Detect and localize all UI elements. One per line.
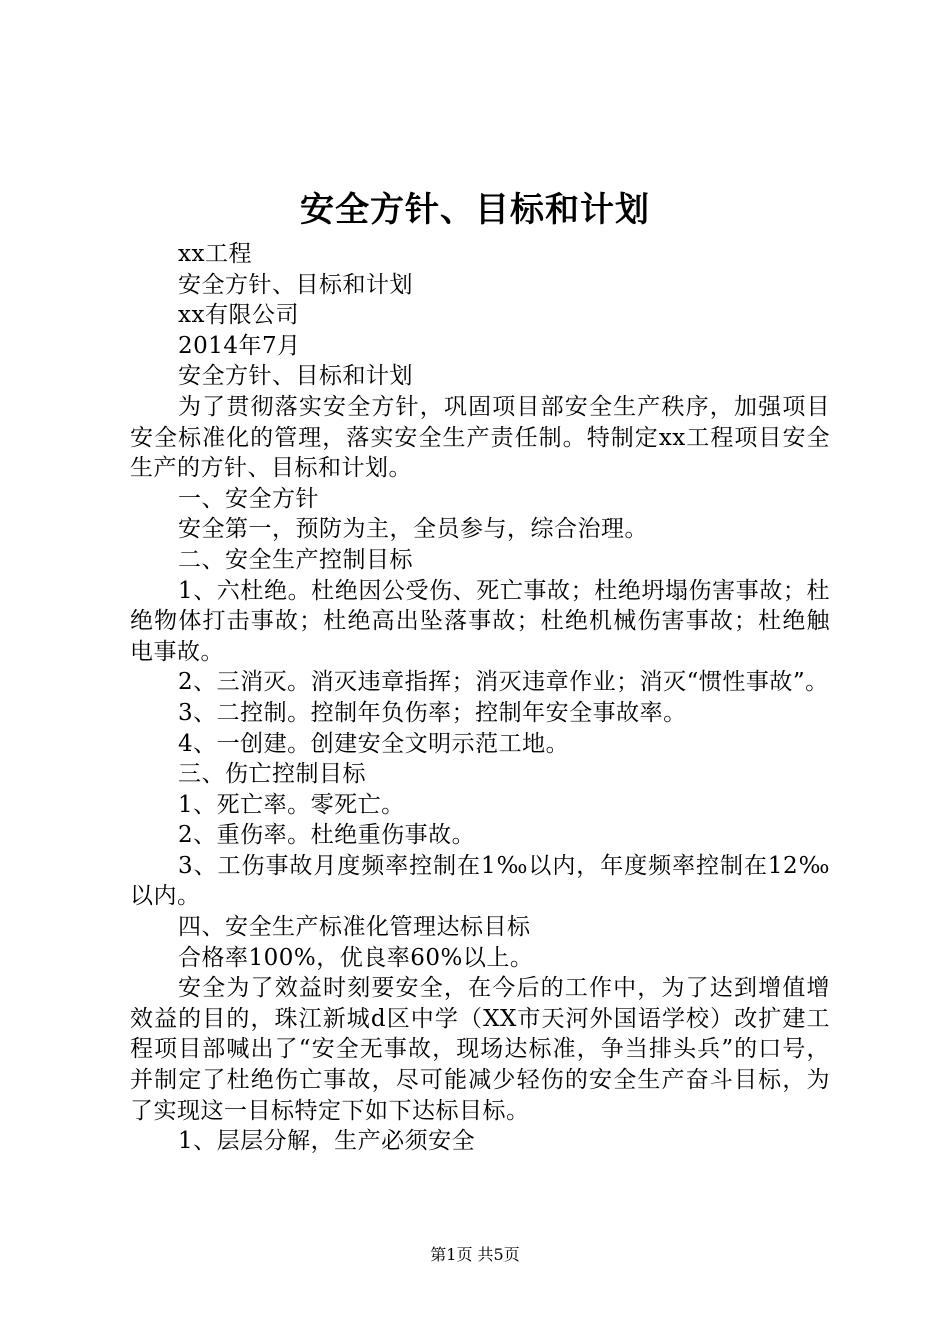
goal-item: 4、一创建。创建安全文明示范工地。 [178,730,570,757]
standardization-text: 合格率100%，优良率60%以上。 [178,944,534,971]
goal-item: 2、三消灭。消灭违章指挥；消灭违章作业；消灭“惯性事故”。 [178,669,829,696]
company-name: xx有限公司 [178,302,299,329]
section-heading-policy: 一、安全方针 [178,485,319,512]
casualty-item: 3、工伤事故月度频率控制在1‰以内，年度频率控制在12‰以内。 [130,852,830,910]
page-footer: 第1页 共5页 [430,1245,520,1264]
section-heading-main: 安全方针、目标和计划 [178,363,413,390]
intro-paragraph: 为了贯彻落实安全方针，巩固项目部安全生产秩序，加强项目安全标准化的管理，落实安全生产责任制。特制定xx工程项目安全生产的方针、目标和计划。 [130,393,830,482]
goal-item: 1、六杜绝。杜绝因公受伤、死亡事故；杜绝坍塌伤害事故；杜绝物体打击事故；杜绝高出坠落事故；杜绝机械伤害事故；杜绝触电事故。 [130,577,830,665]
document-date: 2014年7月 [178,332,301,359]
casualty-item: 1、死亡率。零死亡。 [178,791,405,818]
body-paragraph: 安全为了效益时刻要安全，在今后的工作中，为了达到增值增效益的目的，珠江新城d区中学（XX市天河外国语学校）改扩建工程项目部喊出了“安全无事故，现场达标准，争当排头兵”的口号，并制定了杜绝伤亡事故，尽可能减少轻伤的安全生产奋斗目标，为了实现这一目标特定下如下达标目标。 [130,975,830,1124]
list-item: 1、层层分解，生产必须安全 [178,1128,476,1155]
section-heading-standardization: 四、安全生产标准化管理达标目标 [178,914,531,941]
policy-text: 安全第一，预防为主，全员参与，综合治理。 [178,516,648,543]
section-heading-casualty-goals: 三、伤亡控制目标 [178,761,366,788]
casualty-item: 2、重伤率。杜绝重伤事故。 [178,822,476,849]
goal-item: 3、二控制。控制年负伤率；控制年安全事故率。 [178,699,687,726]
section-heading-control-goals: 二、安全生产控制目标 [178,546,413,573]
cover-title: 安全方针、目标和计划 [178,271,413,298]
project-name: xx工程 [178,241,252,267]
page-title: 安全方针、目标和计划 [300,190,650,230]
document-body [130,239,830,1157]
